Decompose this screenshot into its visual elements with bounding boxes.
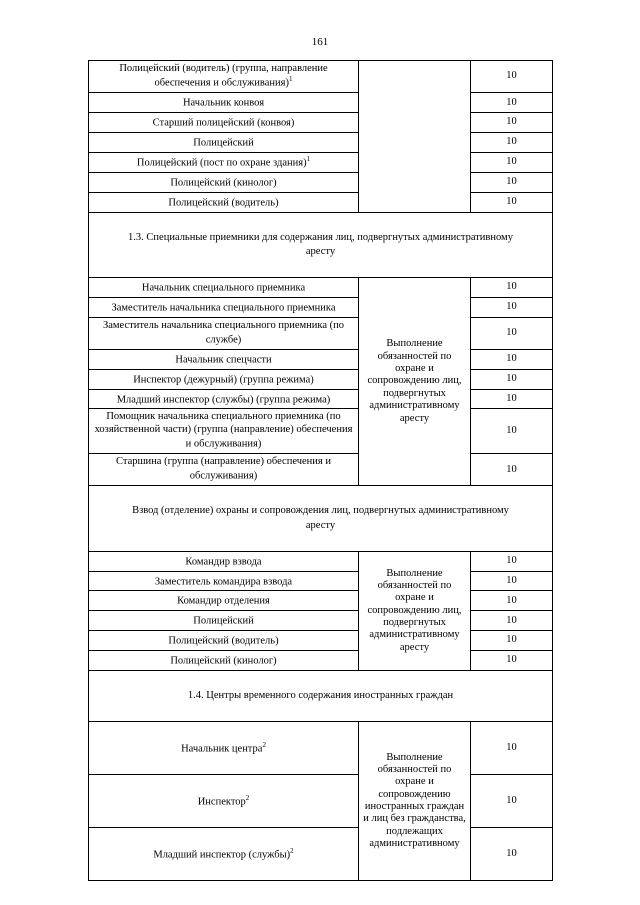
table-row <box>89 651 553 671</box>
post-footnote: 2 <box>245 793 250 802</box>
post-label: Начальник спецчасти <box>175 354 272 366</box>
post-label: Командир взвода <box>185 556 262 568</box>
post-footnote: 2 <box>290 846 294 855</box>
table-body <box>89 61 553 881</box>
section-heading-row <box>89 486 553 551</box>
cell-number: 10 <box>471 317 553 349</box>
table-row <box>89 172 553 192</box>
page-number: 161 <box>311 36 329 48</box>
post-label: Полицейский (кинолог) <box>170 655 277 667</box>
table-row <box>89 454 553 486</box>
table-row <box>89 297 553 317</box>
cell-post <box>89 369 359 389</box>
cell-number: 10 <box>471 93 553 113</box>
cell-duty: Выполнение обязанностей по охране и сопровождению лиц, подвергнутых административному аресту <box>359 277 471 486</box>
cell-number: 10 <box>471 297 553 317</box>
cell-number: 10 <box>471 152 553 172</box>
post-label: Заместитель начальника специального приемника (по службе) <box>102 319 345 346</box>
section-heading-vzvod: Взвод (отделение) охраны и сопровождения лиц, подвергнутых административному аресту <box>89 486 553 551</box>
cell-number: 10 <box>471 722 553 775</box>
cell-number: 10 <box>471 369 553 389</box>
cell-number: 10 <box>471 571 553 591</box>
cell-number: 10 <box>471 631 553 651</box>
table-row <box>89 409 553 454</box>
cell-number: 10 <box>471 172 553 192</box>
section-heading-row <box>89 670 553 721</box>
cell-post <box>89 631 359 651</box>
table-row <box>89 389 553 409</box>
table-row <box>89 93 553 113</box>
post-label: Начальник конвоя <box>182 97 265 109</box>
cell-post <box>89 551 359 571</box>
table-row <box>89 828 553 881</box>
post-label: Заместитель начальника специального приемника <box>111 302 336 314</box>
cell-number: 10 <box>471 454 553 486</box>
cell-number: 10 <box>471 192 553 212</box>
cell-post <box>89 389 359 409</box>
cell-post <box>89 611 359 631</box>
table-row <box>89 277 553 297</box>
post-label: Младший инспектор (службы) (группа режима) <box>116 394 331 406</box>
post-footnote: 1 <box>288 75 293 84</box>
cell-number: 10 <box>471 61 553 93</box>
table-row <box>89 369 553 389</box>
cell-post <box>89 93 359 113</box>
table-row <box>89 775 553 828</box>
post-label: Полицейский (водитель) (группа, направление обеспечения и обслуживания) <box>119 63 328 89</box>
post-label: Полицейский <box>193 137 254 149</box>
cell-number: 10 <box>471 651 553 671</box>
cell-post <box>89 297 359 317</box>
cell-number: 10 <box>471 551 553 571</box>
post-label: Начальник центра <box>181 743 263 755</box>
cell-post <box>89 172 359 192</box>
cell-number: 10 <box>471 133 553 153</box>
table-row <box>89 152 553 172</box>
cell-number: 10 <box>471 611 553 631</box>
staffing-table <box>88 60 553 881</box>
table-row <box>89 551 553 571</box>
post-label: Инспектор <box>197 796 246 808</box>
cell-number: 10 <box>471 409 553 454</box>
cell-post <box>89 828 359 881</box>
cell-post <box>89 571 359 591</box>
post-label: Полицейский <box>193 615 254 627</box>
cell-post <box>89 722 359 775</box>
cell-number: 10 <box>471 349 553 369</box>
section-heading-1-4: 1.4. Центры временного содержания иностранных граждан <box>89 670 553 721</box>
table-row <box>89 133 553 153</box>
post-label: Старшина (группа (направление) обеспечения и обслуживания) <box>115 456 331 482</box>
post-footnote: 2 <box>262 740 266 749</box>
cell-post <box>89 61 359 93</box>
cell-post <box>89 113 359 133</box>
post-label: Полицейский (водитель) <box>168 635 279 647</box>
table-row <box>89 722 553 775</box>
table-row <box>89 113 553 133</box>
cell-duty-blank <box>359 61 471 213</box>
cell-number: 10 <box>471 591 553 611</box>
table-row <box>89 349 553 369</box>
table-row <box>89 591 553 611</box>
table-row <box>89 61 553 93</box>
cell-number: 10 <box>471 775 553 828</box>
cell-post <box>89 454 359 486</box>
section-heading-1-3: 1.3. Специальные приемники для содержания лиц, подвергнутых административному аресту <box>89 212 553 277</box>
post-label: Младший инспектор (службы) <box>153 849 291 861</box>
post-label: Инспектор (дежурный) (группа режима) <box>133 374 314 386</box>
post-label: Старший полицейский (конвоя) <box>152 117 295 129</box>
cell-number: 10 <box>471 277 553 297</box>
table-row <box>89 192 553 212</box>
post-label: Полицейский (пост по охране здания) <box>136 157 307 169</box>
cell-post <box>89 775 359 828</box>
cell-post <box>89 349 359 369</box>
cell-duty: Выполнение обязанностей по охране и сопровождению иностранных граждан и лиц без гражданства, подлежащих административному <box>359 722 471 881</box>
cell-post <box>89 409 359 454</box>
cell-number: 10 <box>471 389 553 409</box>
table-row <box>89 631 553 651</box>
post-footnote: 1 <box>306 154 311 163</box>
cell-post <box>89 591 359 611</box>
post-label: Помощник начальника специального приемника (по хозяйственной части) (группа (направление) обеспечения и обслуживания) <box>94 411 353 450</box>
post-label: Полицейский (водитель) <box>168 197 279 209</box>
cell-post <box>89 152 359 172</box>
post-label: Полицейский (кинолог) <box>170 177 277 189</box>
post-label: Начальник специального приемника <box>141 282 306 294</box>
section-heading-row <box>89 212 553 277</box>
cell-number: 10 <box>471 828 553 881</box>
cell-post <box>89 192 359 212</box>
post-label: Командир отделения <box>177 595 270 607</box>
table-row <box>89 571 553 591</box>
table-row <box>89 317 553 349</box>
cell-post <box>89 651 359 671</box>
table-row <box>89 611 553 631</box>
cell-duty: Выполнение обязанностей по охране и сопровождению лиц, подвергнутых административному аресту <box>359 551 471 670</box>
cell-number: 10 <box>471 113 553 133</box>
cell-post <box>89 277 359 297</box>
cell-post <box>89 133 359 153</box>
post-label: Заместитель командира взвода <box>154 576 293 588</box>
cell-post <box>89 317 359 349</box>
